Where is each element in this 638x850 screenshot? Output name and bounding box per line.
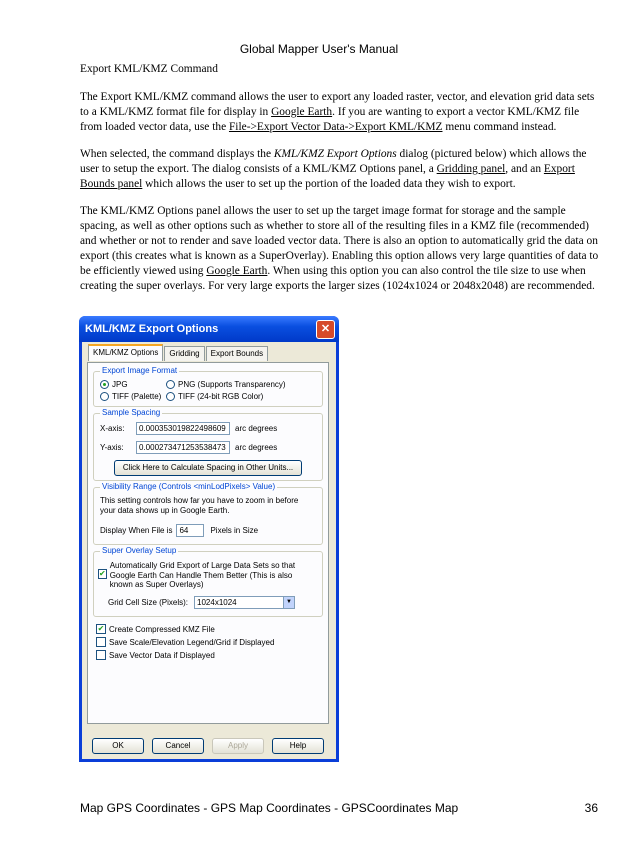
page-number: 36 [584,801,598,815]
super-overlay-group: Super Overlay Setup ✔ Automatically Grid Export of Large Data Sets so that Google Earth Can Handle Them Better (This is also known as Super Overlays) Grid Cell Size (Pixels): 1024x1024 ▼ [93,551,323,617]
display-when-label: Display When File is [100,526,173,535]
link-google-earth-2[interactable]: Google Earth [206,265,268,277]
tab-gridding[interactable]: Gridding [164,346,204,361]
footer-title: Map GPS Coordinates - GPS Map Coordinates - GPSCoordinates Map [80,801,459,815]
dialog-title: KML/KMZ Export Options [85,323,219,335]
visibility-note: This setting controls how far you have to zoom in before your data shows up in Google Earth. [100,496,299,515]
y-axis-label: Y-axis: [100,443,124,452]
running-header: Global Mapper User's Manual [239,42,399,56]
save-legend-checkbox[interactable]: Save Scale/Elevation Legend/Grid if Displayed [96,637,274,647]
radio-icon [166,392,175,401]
radio-png[interactable]: PNG (Supports Transparency) [166,380,286,389]
paragraph-options: The KML/KMZ Options panel allows the user to set up the target image format for storage and the sample spacing, as well as other options such as whether to store all of the resulting files in a KMZ file (recommended) and whether or not to render and save loaded vector data. There is also an option to automatically grid the data on export (this creates what is known as a SuperOverlay). Enabling this option allows very large quantities of data to be efficiently viewed using Google Earth. When using this option you can also control the tile size to use when creating the super overlays. For very large exports the larger sizes (1024x1024 or 2048x2048) are recommended. [80,205,599,292]
link-export-vector-kml[interactable]: File->Export Vector Data->Export KML/KMZ [228,121,443,133]
options-panel [87,362,329,724]
save-vector-checkbox[interactable]: Save Vector Data if Displayed [96,650,215,660]
link-export-bounds-panel[interactable]: Export Bounds panel [80,163,575,190]
tab-export-bounds[interactable]: Export Bounds [206,346,268,361]
cancel-button[interactable]: Cancel [152,738,204,754]
kml-export-dialog [79,316,339,762]
radio-icon [166,380,175,389]
checkmark-icon: ✔ [99,569,106,578]
paragraph-dialog: When selected, the command displays the KML/KMZ Export Options dialog (pictured below) which allows the user to setup the export. The dialog consists of a KML/KMZ Options panel, a Gridding panel, and an Export Bounds panel which allows the user to set up the portion of the loaded data they wish to export. [80,148,587,190]
radio-tiff-palette[interactable]: TIFF (Palette) [100,392,161,401]
radio-selected-icon [100,380,109,389]
link-google-earth[interactable]: Google Earth [271,106,333,118]
page-footer [80,801,598,815]
grid-cell-size-label: Grid Cell Size (Pixels): [108,598,189,607]
apply-button[interactable]: Apply [212,738,264,754]
visibility-range-group: Visibility Range (Controls <minLodPixels> Value) This setting controls how far you have to zoom in before your data shows up in Google Earth. Display When File is 64 Pixels in Size [93,487,323,545]
radio-tiff-rgb[interactable]: TIFF (24-bit RGB Color) [166,392,263,401]
display-pixels-input[interactable]: 64 [176,524,204,537]
chevron-down-icon: ▼ [283,597,294,608]
super-overlay-checkbox[interactable]: ✔ Automatically Grid Export of Large Data Sets so that Google Earth Can Handle Them Better (This is also known as Super Overlays) [99,561,296,589]
radio-icon [100,392,109,401]
sample-spacing-group: Sample Spacing X-axis: 0.000353019822498609 arc degrees Y-axis: 0.000273471253538473 arc degrees Click Here to Calculate Spacing in Other Units... [93,413,323,481]
y-axis-input[interactable]: 0.000273471253538473 [136,441,230,454]
image-format-group: Export Image Format JPG PNG (Supports Transparency) TIFF (Palette) TIFF (24-bit RGB Color) [93,371,323,407]
checkbox-icon [96,637,106,647]
x-axis-input[interactable]: 0.000353019822498609 [136,422,230,435]
radio-jpg[interactable]: JPG [100,380,128,389]
dialog-body [82,342,336,759]
checkbox-icon [96,650,106,660]
dialog-titlebar[interactable] [79,316,339,342]
calculate-spacing-button[interactable]: Click Here to Calculate Spacing in Other Units... [114,460,302,476]
dialog-tabs [88,346,269,361]
checkmark-icon: ✔ [97,624,105,633]
create-kmz-checkbox[interactable]: ✔ Create Compressed KMZ File [97,624,215,634]
x-axis-unit: arc degrees [235,424,278,433]
close-icon[interactable]: ✕ [316,320,335,339]
ok-button[interactable]: OK [92,738,144,754]
paragraph-intro: The Export KML/KMZ command allows the user to export any loaded raster, vector, and elevation grid data sets to a KML/KMZ format file for display in Google Earth. If you are wanting to export a vector KML/KMZ file from loaded vector data, use the File->Export Vector Data->Export KML/KMZ menu command instead. [80,91,595,133]
section-title: Export KML/KMZ Command [80,63,218,75]
link-gridding-panel[interactable]: Gridding panel [436,163,506,175]
document-body [80,62,600,306]
x-axis-label: X-axis: [100,424,125,433]
tab-kml-options[interactable]: KML/KMZ Options [88,344,163,361]
pixels-in-size-label: Pixels in Size [210,526,259,535]
y-axis-unit: arc degrees [235,443,278,452]
grid-cell-size-select[interactable]: 1024x1024 ▼ [194,596,295,609]
help-button[interactable]: Help [272,738,324,754]
